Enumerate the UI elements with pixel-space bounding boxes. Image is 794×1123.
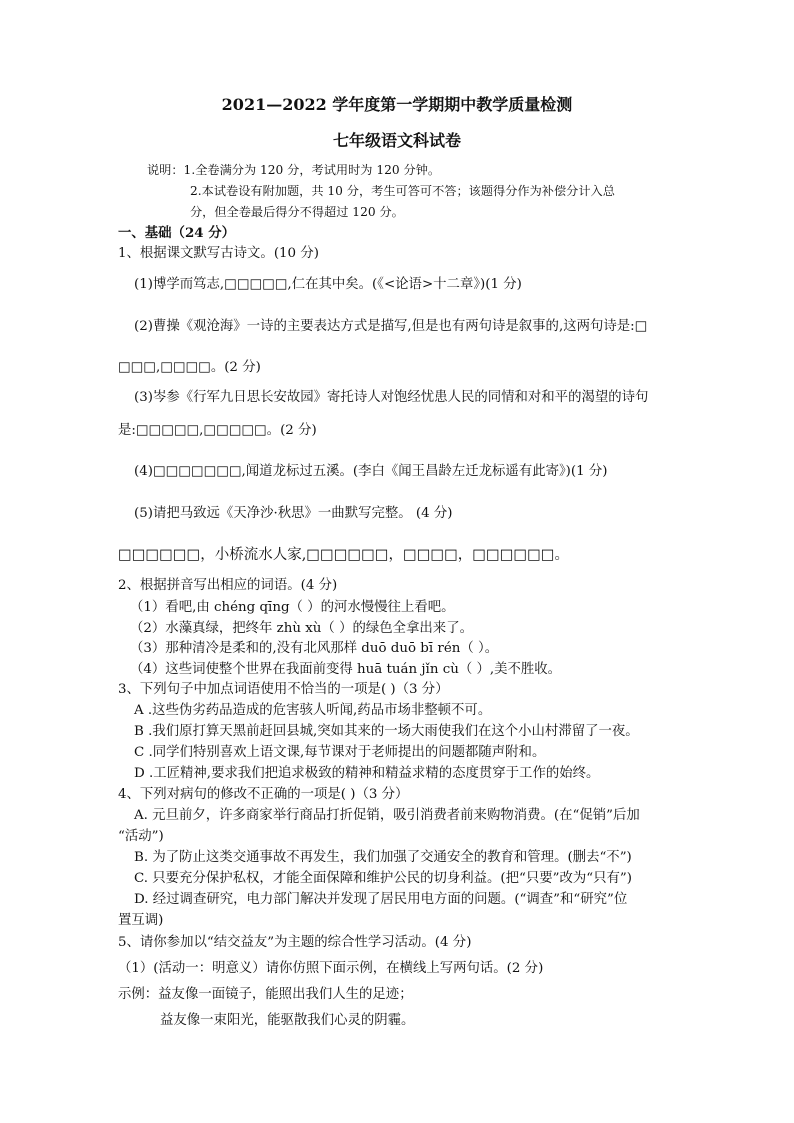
exam-title: 2021—2022 学年度第一学期期中教学质量检测 bbox=[221, 95, 573, 114]
section-heading: 一、基础（24 分） bbox=[118, 225, 236, 241]
question-5-example-1: 示例：益友像一面镜子，能照出我们人生的足迹； bbox=[118, 987, 413, 1002]
instructions-line-3: 分，但全卷最后得分不得超过 120 分。 bbox=[190, 205, 404, 219]
question-4-option-d: D. 经过调查研究，电力部门解决并发现了居民用电方面的问题。(“调查”和“研究”位 bbox=[134, 892, 628, 907]
question-2-stem: 2、根据拼音写出相应的词语。(4 分) bbox=[118, 578, 338, 593]
question-1-part-1: (1)博学而笃志,□□□□□,仁在其中矣。(《<论语>十二章》)(1 分) bbox=[134, 277, 522, 292]
question-5-example-2: 益友像一束阳光，能驱散我们心灵的阴霾。 bbox=[160, 1013, 415, 1028]
question-3-option-d: D .工匠精神,要求我们把追求极致的精神和精益求精的态度贯穿于工作的始终。 bbox=[134, 766, 600, 781]
question-2-item-1: （1）看吧,由 chéng qīng（ ）的河水慢慢往上看吧。 bbox=[130, 600, 455, 615]
exam-subtitle: 七年级语文科试卷 bbox=[332, 131, 461, 150]
question-4-option-c: C. 只要充分保护私权，才能全面保障和维护公民的切身利益。(把“只要”改为“只有”) bbox=[134, 871, 633, 886]
question-1-part-5-answer: □□□□□□，小桥流水人家,□□□□□□，□□□□，□□□□□□。 bbox=[118, 547, 570, 563]
question-5-sub-1: （1）(活动一：明意义）请你仿照下面示例，在横线上写两句话。(2 分) bbox=[118, 961, 544, 976]
question-1-stem: 1、根据课文默写古诗文。(10 分) bbox=[118, 246, 319, 261]
question-1-part-2: (2)曹操《观沧海》一诗的主要表达方式是描写,但是也有两句诗是叙事的,这两句诗是:□ bbox=[134, 319, 648, 334]
question-3-option-a: A .这些伪劣药品造成的危害骇人听闻,药品市场非整顿不可。 bbox=[134, 703, 492, 718]
question-1-part-4: (4)□□□□□□□,闻道龙标过五溪。(李白《闻王昌龄左迁龙标遥有此寄》)(1 分) bbox=[134, 464, 608, 479]
question-2-item-4: （4）这些词使整个世界在我面前变得 huā tuán jǐn cù（ ）,美不胜收。 bbox=[130, 662, 562, 677]
instructions-line-1: 说明：1.全卷满分为 120 分，考试用时为 120 分钟。 bbox=[147, 163, 441, 177]
question-1-part-2-cont: □□□,□□□□。(2 分) bbox=[118, 360, 261, 375]
question-2-item-2: （2）水藻真绿，把终年 zhù xù（ ）的绿色全拿出来了。 bbox=[130, 621, 473, 636]
question-3-stem: 3、下列句子中加点词语使用不恰当的一项是( )（3 分） bbox=[118, 682, 449, 697]
question-3-option-c: C .同学们特别喜欢上语文课,每节课对于老师提出的问题都随声附和。 bbox=[134, 745, 546, 760]
question-4-option-a-cont: “活动”) bbox=[118, 829, 164, 844]
question-1-part-3-cont: 是:□□□□□,□□□□□。(2 分) bbox=[118, 423, 317, 438]
question-2-item-3: （3）那种清冷是柔和的,没有北风那样 duō duō bī rén（ ）。 bbox=[130, 641, 499, 656]
question-1-part-5: (5)请把马致远《天净沙·秋思》一曲默写完整。 (4 分) bbox=[134, 506, 453, 521]
question-4-option-a: A. 元旦前夕，许多商家举行商品打折促销，吸引消费者前来购物消费。(在“促销”后加 bbox=[134, 808, 640, 823]
question-3-option-b: B .我们原打算天黑前赶回县城,突如其来的一场大雨使我们在这个小山村滞留了一夜。 bbox=[134, 724, 639, 739]
question-5-stem: 5、请你参加以“结交益友”为主题的综合性学习活动。(4 分) bbox=[118, 935, 472, 950]
question-1-part-3: (3)岑参《行军九日思长安故园》寄托诗人对饱经忧患人民的同情和对和平的渴望的诗句 bbox=[134, 390, 649, 405]
question-4-option-d-cont: 置互调) bbox=[118, 913, 164, 928]
instructions-line-2: 2.本试卷设有附加题，共 10 分，考生可答可不答；该题得分作为补偿分计入总 bbox=[190, 184, 615, 198]
question-4-stem: 4、下列对病句的修改不正确的一项是( )（3 分） bbox=[118, 787, 409, 802]
question-4-option-b: B. 为了防止这类交通事故不再发生，我们加强了交通安全的教育和管理。(删去“不”) bbox=[134, 850, 632, 865]
